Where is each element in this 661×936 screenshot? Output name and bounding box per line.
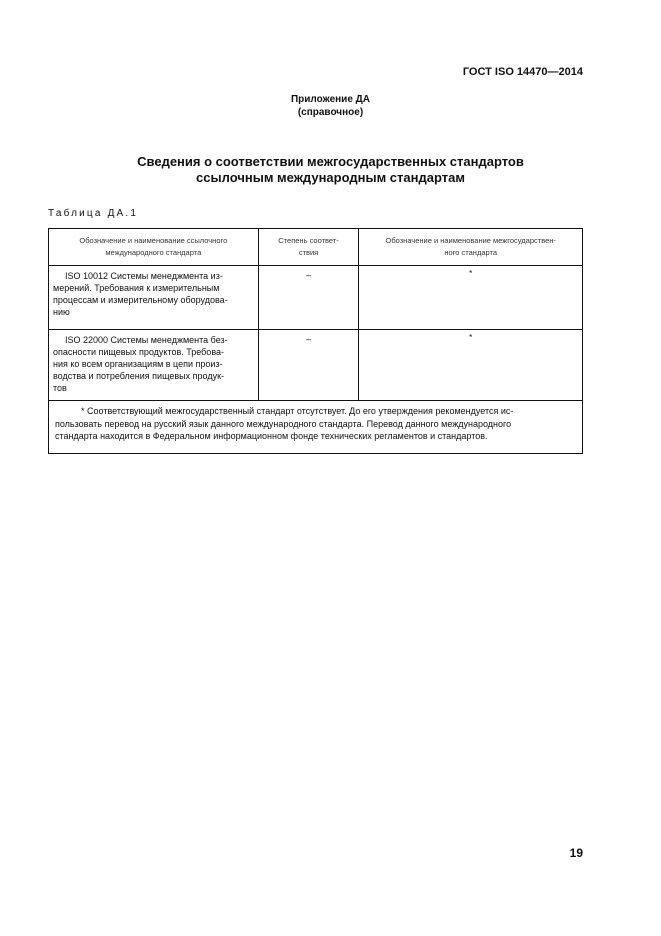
header-line: Обозначение и наименование ссылочного [79,236,228,245]
cell-line: мерений. Требования к измерительным [53,283,220,293]
footnote-row [49,401,583,454]
cell-line: ния ко всем организациям в цепи произ- [53,359,223,369]
table-row [49,266,583,330]
standards-table [48,228,583,454]
document-code: ГОСТ ISO 14470—2014 [462,66,583,78]
header-line: ного стандарта [444,248,498,257]
title-line-1: Сведения о соответствии межгосударственных стандартов [137,154,524,169]
header-line: Обозначение и наименование межгосударствен- [385,236,556,245]
reference-standard-cell [49,266,259,330]
page-title [0,154,661,186]
cell-line: ISO 10012 Системы менеджмента из- [65,271,223,281]
header-reference-standard [49,229,259,266]
table-caption: Таблица ДА.1 [48,208,139,219]
table-row [49,330,583,401]
cell-line: тов [53,383,67,393]
header-line: ствия [298,248,319,257]
cell-line: водства и потребления пищевых продук- [53,371,224,381]
header-degree [258,229,359,266]
interstate-standard-cell: * [359,266,583,330]
header-line: Степень соответ- [278,236,339,245]
cell-line: процессам и измерительному оборудова- [53,295,228,305]
header-interstate-standard [359,229,583,266]
cell-line: опасности пищевых продуктов. Требова- [53,347,224,357]
reference-standard-cell [49,330,259,401]
title-line-2: ссылочным международным стандартам [196,170,465,185]
table-header-row [49,229,583,266]
annex-status: (справочное) [297,107,364,118]
footnote-line: стандарта находится в Федеральном информационном фонде технических регламентов и стандартов. [55,431,488,441]
page-number: 19 [569,846,583,860]
footnote-line: * Соответствующий межгосударственный стандарт отсутствует. До его утверждения рекомендуется ис- [81,406,514,416]
cell-line: ISO 22000 Системы менеджмента без- [65,335,228,345]
annex-heading [0,93,661,119]
degree-cell: – [258,266,359,330]
annex-label: Приложение ДА [290,94,371,105]
header-line: международного стандарта [105,248,202,257]
cell-line: нию [53,307,70,317]
interstate-standard-cell: * [359,330,583,401]
footnote-line: пользовать перевод на русский язык данного международного стандарта. Перевод данного международного [55,418,512,429]
table-footnote [49,401,583,454]
degree-cell: – [258,330,359,401]
